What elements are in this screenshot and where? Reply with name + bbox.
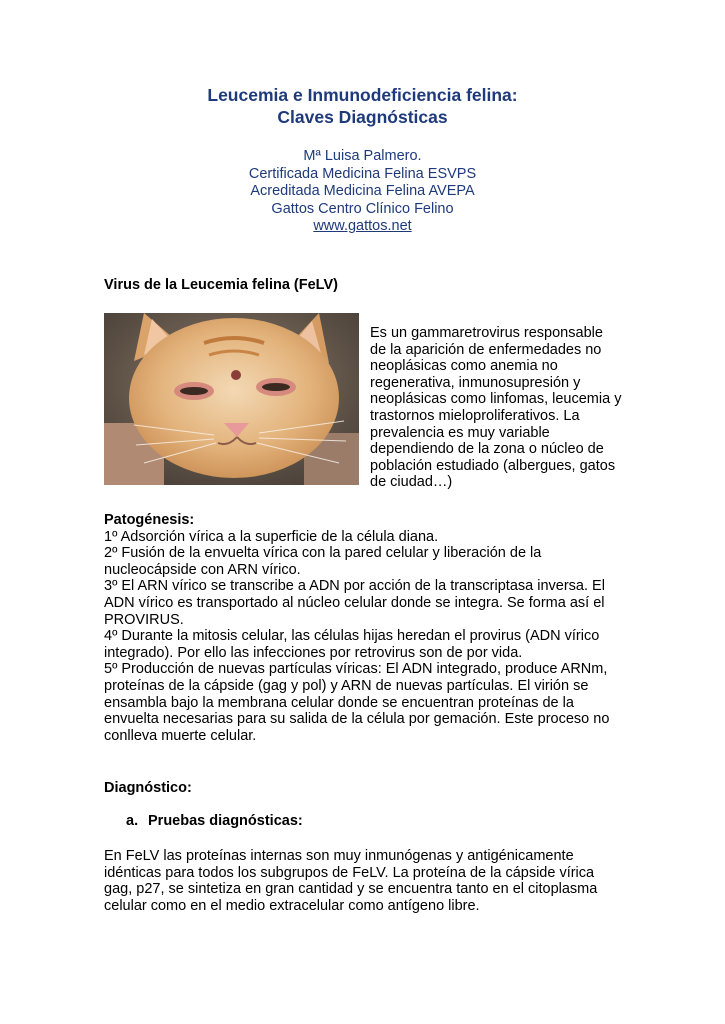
document-title <box>0 84 725 128</box>
diagnostico-paragraph: En FeLV las proteínas internas son muy inmunógenas y antigénicamente idénticas para todos los subgrupos de FeLV. La proteína de la cápside vírica gag, p27, se sintetiza en gran cantidad y se encuentra tanto en el citoplasma celular como en el medio extracelular como antígeno libre. <box>104 848 598 914</box>
title-line-1: Leucemia e Inmunodeficiencia felina: <box>207 85 518 105</box>
felv-section-heading: Virus de la Leucemia felina (FeLV) <box>104 277 338 293</box>
author-certification: Certificada Medicina Felina ESVPS <box>248 165 477 182</box>
author-block <box>0 148 725 236</box>
pruebas-subheading <box>126 813 303 830</box>
author-name: Mª Luisa Palmero. <box>303 148 422 164</box>
title-line-2: Claves Diagnósticas <box>277 107 448 127</box>
document-header <box>0 84 725 236</box>
diagnostico-paragraph-block <box>104 848 624 914</box>
patogenesis-heading: Patogénesis: <box>104 512 195 528</box>
patogenesis-step-5: 5º Producción de nuevas partículas víricas: El ADN integrado, produce ARNm, proteínas de la cápside (gag y pol) y ARN de nuevas partículas. El virión se ensambla bajo la membrana celular donde se encuentran proteínas de la envuelta necesarias para su salida de la célula por gemación. Este proceso no conlleva muerte celular. <box>104 661 610 744</box>
cat-photo <box>104 313 359 485</box>
author-clinic: Gattos Centro Clínico Felino <box>271 200 454 217</box>
cat-photo-illustration <box>104 313 359 485</box>
patogenesis-step-4: 4º Durante la mitosis celular, las células hijas heredan el provirus (ADN vírico integrado). Por ello las infecciones por retrovirus son de por vida. <box>104 628 600 661</box>
pruebas-subheading-text: Pruebas diagnósticas: <box>148 813 303 829</box>
website-link[interactable]: www.gattos.net <box>313 218 412 234</box>
felv-intro-paragraph: Es un gammaretrovirus responsable de la aparición de enfermedades no neoplásicas como anemia no regenerativa, inmunosupresión y neoplásicas como linfomas, leucemia y trastornos mieloproliferativos. La prevalencia es muy variable dependiendo de la zona o núcleo de población estudiado (albergues, gatos de ciudad…) <box>370 325 622 491</box>
patogenesis-step-3: 3º El ARN vírico se transcribe a ADN por acción de la transcriptasa inversa. El ADN vírico es transportado al núcleo celular donde se integra. Se forma así el PROVIRUS. <box>104 578 605 628</box>
patogenesis-step-2: 2º Fusión de la envuelta vírica con la pared celular y liberación de la nucleocápside con ARN vírico. <box>104 545 542 578</box>
patogenesis-step-1: 1º Adsorción vírica a la superficie de la célula diana. <box>104 528 439 545</box>
author-accreditation: Acreditada Medicina Felina AVEPA <box>250 183 475 199</box>
patogenesis-section <box>104 512 624 744</box>
diagnostico-heading: Diagnóstico: <box>104 780 192 796</box>
list-marker: a. <box>126 813 139 829</box>
